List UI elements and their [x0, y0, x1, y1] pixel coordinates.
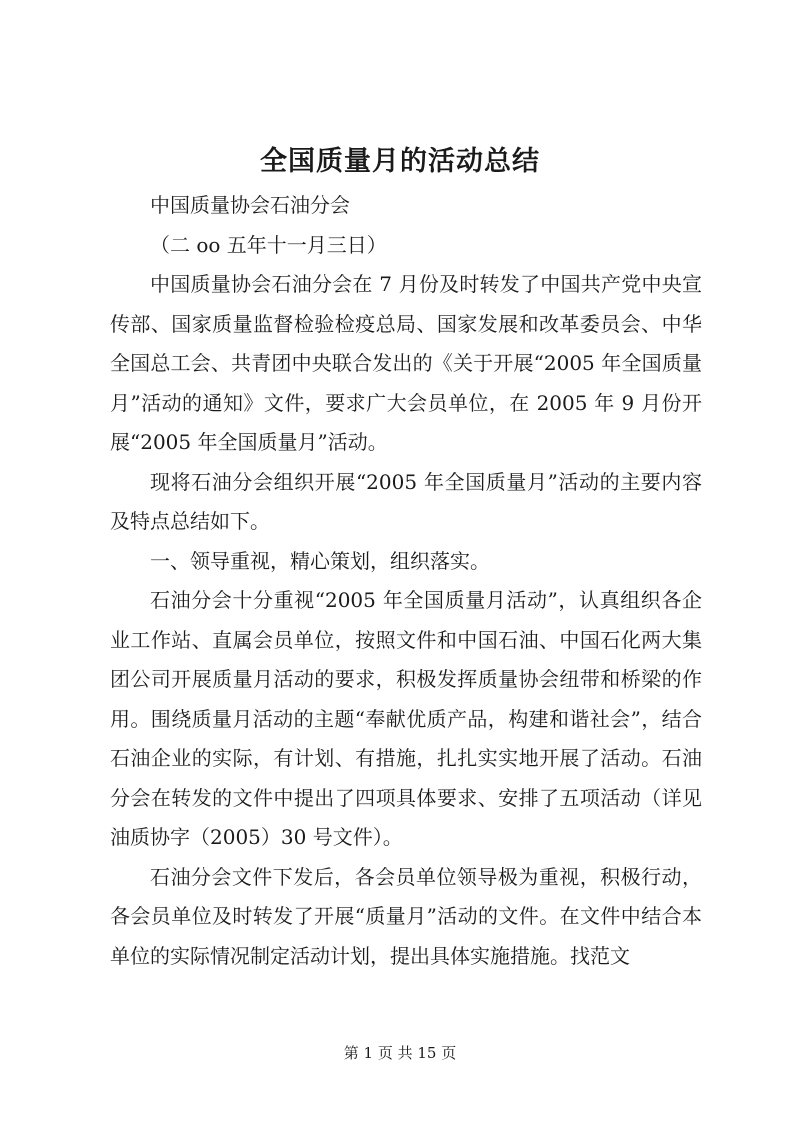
paragraph-date: （二 oo 五年十一月三日） — [150, 232, 387, 257]
section-heading: 一、领导重视，精心策划，组织落实。 — [150, 548, 490, 573]
document-body — [110, 186, 702, 976]
paragraph: 石油分会文件下发后，各会员单位领导极为重视，积极行动，各会员单位及时转发了开展“质量月”活动的文件。在文件中结合本单位的实际情况制定活动计划，提出具体实施措施。找范文 — [110, 864, 702, 968]
paragraph-author: 中国质量协会石油分会 — [150, 193, 350, 217]
document-title: 全国质量月的活动总结 — [260, 146, 540, 177]
paragraph: 现将石油分会组织开展“2005 年全国质量月”活动的主要内容及特点总结如下。 — [110, 469, 702, 533]
page-number-footer: 第 1 页 共 15 页 — [343, 1044, 457, 1062]
paragraph: 中国质量协会石油分会在 7 月份及时转发了中国共产党中央宣传部、国家质量监督检验检疫总局、国家发展和改革委员会、中华全国总工会、共青团中央联合发出的《关于开展“2005 年全国质量月”活动的通知》文件，要求广大会员单位，在 2005 年 9 月份开展“2005 年全国质量月”活动。 — [110, 272, 702, 454]
paragraph: 石油分会十分重视“2005 年全国质量月活动”，认真组织各企业工作站、直属会员单位，按照文件和中国石油、中国石化两大集团公司开展质量月活动的要求，积极发挥质量协会纽带和桥梁的作用。围绕质量月活动的主题“奉献优质产品，构建和谐社会”，结合石油企业的实际，有计划、有措施，扎扎实实地开展了活动。石油分会在转发的文件中提出了四项具体要求、安排了五项活动（详见油质协字（2005）30 号文件）。 — [110, 588, 702, 849]
